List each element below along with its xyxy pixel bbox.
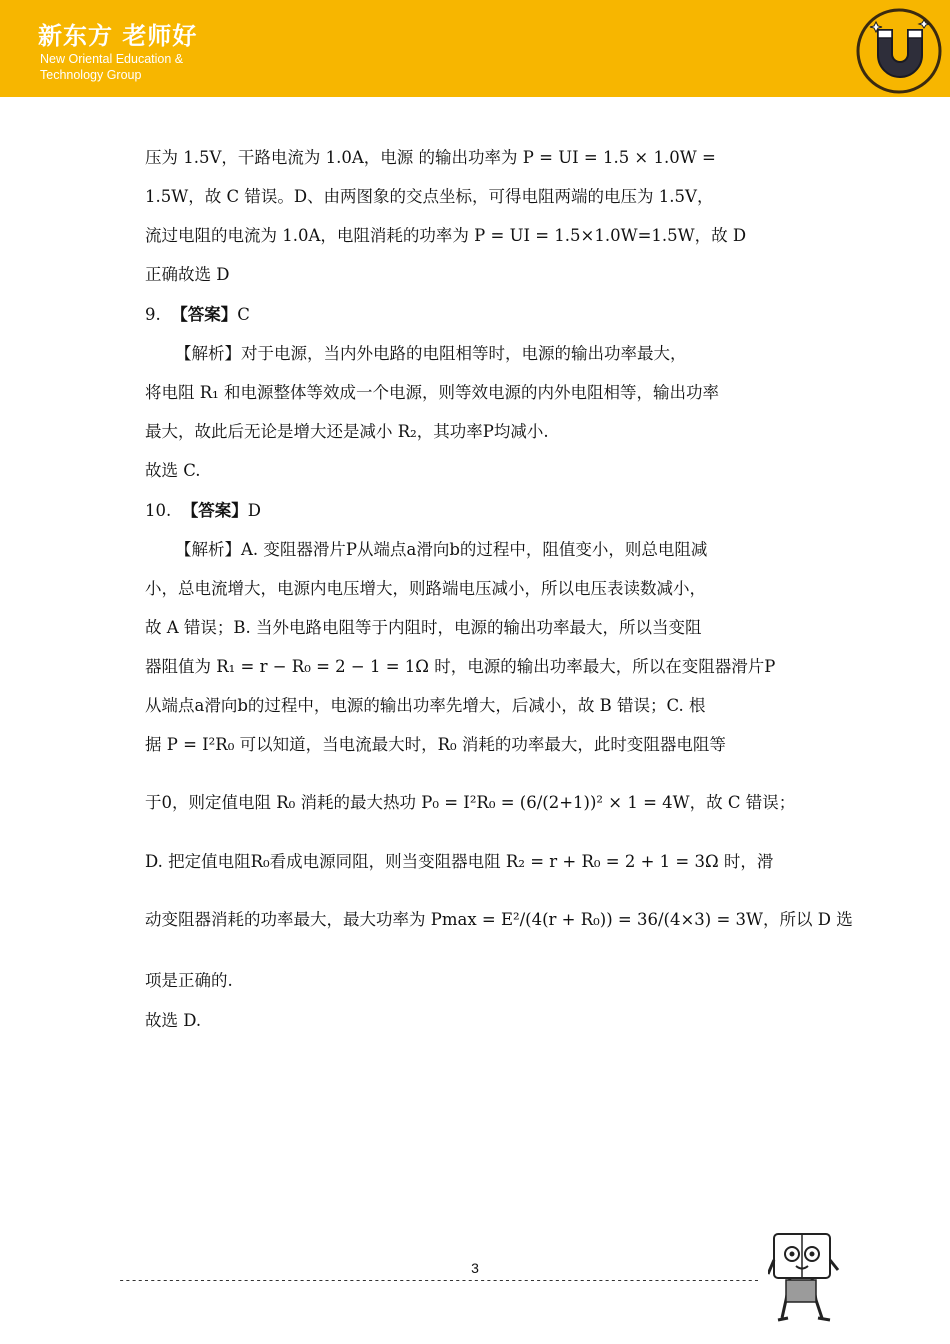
brand-name-en (40, 51, 183, 83)
brand-name-cn: 新东方 老师好 (38, 22, 198, 50)
footer-dashed-line: ------------------------------------------------------------------------------------------------------- (118, 1273, 760, 1287)
text-line: 【解析】A. 变阻器滑片P从端点a滑向b的过程中，阻值变小，则总电阻减 (175, 540, 708, 559)
answer-value: C (237, 305, 250, 324)
text-line: D. 把定值电阻R₀看成电源同阻，则当变阻器电阻 R₂ = r + R₀ = 2 + 1 = 3Ω 时，滑 (145, 852, 774, 871)
text-line: 故 A 错误；B. 当外电路电阻等于内阻时，电源的输出功率最大，所以当变阻 (145, 618, 702, 637)
text-line: 器阻值为 R₁ = r − R₀ = 2 − 1 = 1Ω 时，电源的输出功率最大，所以在变阻器滑片P (145, 657, 776, 676)
brand-en-line1: New Oriental Education & (40, 52, 184, 66)
text-line: 流过电阻的电流为 1.0A，电阻消耗的功率为 P = UI = 1.5×1.0W=1.5W，故 D (145, 226, 747, 245)
text-line: 据 P = I²R₀ 可以知道，当电流最大时，R₀ 消耗的功率最大，此时变阻器电阻等 (145, 735, 726, 754)
text-line: 压为 1.5V，干路电流为 1.0A，电源 的输出功率为 P = UI = 1.5 × 1.0W = (145, 148, 716, 167)
text-line: 故选 D. (145, 1011, 202, 1030)
text-line: 于0，则定值电阻 R₀ 消耗的最大热功 P₀ = I²R₀ = (6/(2+1))² × 1 = 4W，故 C 错误； (145, 793, 796, 812)
book-mascot-icon (768, 1230, 840, 1325)
magnet-logo-icon (856, 8, 942, 94)
text-line: 小，总电流增大，电源内电压增大，则路端电压减小，所以电压表读数减小， (145, 579, 706, 598)
text-line: 将电阻 R₁ 和电源整体等效成一个电源，则等效电源的内外电阻相等，输出功率 (145, 383, 720, 402)
text-line: 1.5W，故 C 错误。D、由两图象的交点坐标，可得电阻两端的电压为 1.5V， (145, 187, 714, 206)
brand-en-line2: Technology Group (40, 68, 142, 82)
answer-number: 10. (145, 501, 172, 520)
answer-number: 9. (145, 305, 161, 324)
header-banner (0, 0, 950, 97)
page-number: 3 (471, 1260, 479, 1276)
answer-label: 【答案】 (171, 305, 238, 324)
text-line: 故选 C. (145, 461, 201, 480)
text-line: 【解析】对于电源，当内外电路的电阻相等时，电源的输出功率最大， (175, 344, 687, 363)
answer-10 (145, 500, 261, 522)
answer-value: D (247, 501, 261, 520)
text-line: 项是正确的. (145, 971, 233, 990)
text-line: 从端点a滑向b的过程中，电源的输出功率先增大，后减小，故 B 错误；C. 根 (145, 696, 706, 715)
text-line: 正确故选 D (145, 265, 230, 284)
answer-9 (145, 304, 250, 326)
answer-label: 【答案】 (181, 501, 248, 520)
text-line: 最大，故此后无论是增大还是减小 R₂，其功率P均减小. (145, 422, 549, 441)
text-line: 动变阻器消耗的功率最大，最大功率为 Pmax = E²/(4(r + R₀)) = 36/(4×3) = 3W，所以 D 选 (145, 910, 853, 929)
